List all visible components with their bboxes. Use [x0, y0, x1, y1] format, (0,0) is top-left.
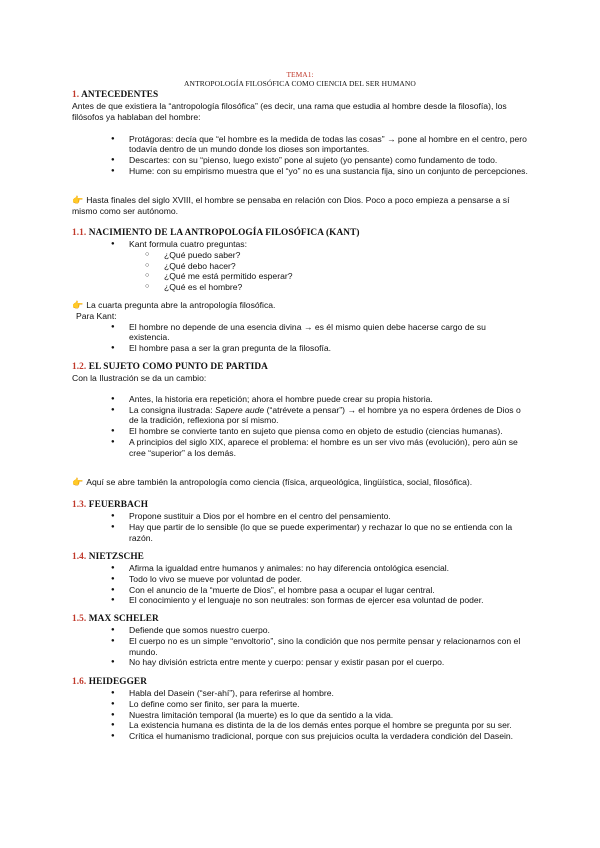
section-heading: [72, 677, 528, 688]
section-title: HEIDEGGER: [88, 677, 148, 687]
section-heading: [72, 500, 528, 511]
bullet-list: [72, 563, 528, 606]
list-item: ● A principios del siglo XIX, aparece el problema: el hombre es un ser vivo más (evolución), pero aún se cree “superior” a los demás.: [72, 437, 528, 459]
section-title: FEUERBACH: [88, 500, 149, 510]
section-heading: [72, 228, 528, 239]
section-intro: Con la Ilustración se da un cambio:: [72, 373, 207, 383]
section-heading: [72, 614, 528, 625]
bullet-list: [72, 134, 528, 177]
note-text: La cuarta pregunta abre la antropología filosófica.: [86, 300, 276, 310]
list-item: ● Propone sustituir a Dios por el hombre en el centro del pensamiento.: [72, 511, 528, 522]
list-item: ● Hume: con su empirismo muestra que el “yo” no es una sustancia fija, sino un conjunto de percepciones.: [72, 166, 528, 177]
document-title: [0, 70, 600, 88]
list-item: ● El hombre no depende de una esencia divina → es él mismo quien debe hacerse cargo de su existencia.: [72, 322, 528, 344]
section-kant: [72, 228, 528, 293]
list-item: ● Crítica el humanismo tradicional, porque con sus prejuicios oculta la verdadera condición del Dasein.: [72, 731, 528, 742]
bullet-list: [72, 394, 528, 459]
list-item: ● Todo lo vivo se mueve por voluntad de poder.: [72, 574, 528, 585]
section-number: 1.: [72, 90, 80, 100]
list-item: ● Lo define como ser finito, ser para la muerte.: [72, 699, 528, 710]
list-item: ● La existencia humana es distinta de la de los demás entes porque el hombre se pregunta por su ser.: [72, 720, 528, 731]
bullet-list: [72, 511, 528, 543]
para-kant: Para Kant:: [76, 310, 117, 321]
note-s1: [72, 195, 528, 217]
section-intro: Antes de que existiera la “antropología filosófica” (es decir, una rama que estudia al hombre desde la filosofía), los filósofos ya hablaban del hombre:: [72, 101, 507, 122]
list-item: ● Kant formula cuatro preguntas:: [72, 239, 528, 250]
bullet-list: [72, 322, 528, 354]
sub-list: [72, 250, 528, 293]
text-segment: La consigna ilustrada:: [129, 404, 215, 415]
note-s12: [72, 477, 528, 488]
list-item: ● Antes, la historia era repetición; ahora el hombre puede crear su propia historia.: [72, 394, 528, 405]
list-item: ● El hombre pasa a ser la gran pregunta de la filosofía.: [72, 343, 528, 354]
section-number: 1.4.: [72, 552, 87, 562]
bullet-list: [72, 625, 528, 668]
section-antecedentes: [72, 90, 528, 177]
section-heading: [72, 552, 528, 563]
list-item: ● El cuerpo no es un simple “envoltorio”, sino la condición que nos permite pensar y relacionarnos con el mundo.: [72, 636, 528, 658]
list-item: ● Afirma la igualdad entre humanos y animales: no hay diferencia ontológica esencial.: [72, 563, 528, 574]
section-number: 1.1.: [72, 228, 87, 238]
list-item: ● Defiende que somos nuestro cuerpo.: [72, 625, 528, 636]
list-item: ● Descartes: con su “pienso, luego existo” pone al sujeto (yo pensante) como fundamento de todo.: [72, 155, 528, 166]
section-scheler: [72, 614, 528, 668]
bullet-list: [72, 239, 528, 250]
section-title: ANTECEDENTES: [81, 90, 159, 100]
list-item: ● Con el anuncio de la “muerte de Dios”, el hombre pasa a ocupar el lugar central.: [72, 585, 528, 596]
list-item: ● El hombre se convierte tanto en sujeto que piensa como en objeto de estudio (ciencias humanas).: [72, 426, 528, 437]
list-item: [72, 405, 528, 427]
section-heading: [72, 362, 528, 373]
section-number: 1.6.: [72, 677, 87, 687]
section-heading: [72, 90, 528, 101]
pointing-hand-icon: 👉: [72, 477, 84, 487]
note-s11: [72, 300, 528, 354]
section-sujeto: [72, 362, 528, 459]
section-title: NIETZSCHE: [88, 552, 144, 562]
section-title: MAX SCHELER: [88, 614, 159, 624]
list-item: ● Nuestra limitación temporal (la muerte) es lo que da sentido a la vida.: [72, 710, 528, 721]
list-item: ● Protágoras: decía que “el hombre es la medida de todas las cosas” → pone al hombre en el centro, pero todavía dentro de un mundo donde los dioses son importantes.: [72, 134, 528, 156]
title-line-2: ANTROPOLOGÍA FILOSÓFICA COMO CIENCIA DEL SER HUMANO: [184, 79, 416, 88]
note-text: Hasta finales del siglo XVIII, el hombre se pensaba en relación con Dios. Poco a poco empieza a pensarse a sí mismo como ser autónomo.: [72, 195, 510, 216]
title-line-1: TEMA1:: [286, 70, 314, 79]
bullet-list: [72, 688, 528, 742]
list-item: ● Habla del Dasein (“ser-ahí”), para referirse al hombre.: [72, 688, 528, 699]
section-feuerbach: [72, 500, 528, 543]
emphasis-text: Sapere aude: [215, 404, 265, 415]
list-item: ● El conocimiento y el lenguaje no son neutrales: son formas de ejercer esa voluntad de poder.: [72, 595, 528, 606]
section-title: NACIMIENTO DE LA ANTROPOLOGÍA FILOSÓFICA (KANT): [88, 228, 360, 238]
section-title: EL SUJETO COMO PUNTO DE PARTIDA: [88, 362, 268, 372]
sub-list-item: ○ ¿Qué debo hacer?: [72, 261, 528, 272]
section-heidegger: [72, 677, 528, 742]
list-item: ● Hay que partir de lo sensible (lo que se puede experimentar) y rechazar lo que no se entienda con la razón.: [72, 522, 528, 544]
section-number: 1.5.: [72, 614, 87, 624]
list-item: ● No hay división estricta entre mente y cuerpo: pensar y existir pasan por el cuerpo.: [72, 657, 528, 668]
pointing-hand-icon: 👉: [72, 300, 84, 310]
section-nietzsche: [72, 552, 528, 606]
section-number: 1.3.: [72, 500, 87, 510]
section-number: 1.2.: [72, 362, 87, 372]
sub-list-item: ○ ¿Qué es el hombre?: [72, 282, 528, 293]
pointing-hand-icon: 👉: [72, 195, 84, 205]
sub-list-item: ○ ¿Qué puedo saber?: [72, 250, 528, 261]
text-segment: (“atrévete a pensar”) → el hombre ya no espera órdenes de Dios o de la tradición, reflexiona por sí mismo.: [129, 404, 521, 426]
sub-list-item: ○ ¿Qué me está permitido esperar?: [72, 271, 528, 282]
note-text: Aquí se abre también la antropología como ciencia (física, arqueológica, lingüística, social, filosófica).: [86, 477, 473, 487]
